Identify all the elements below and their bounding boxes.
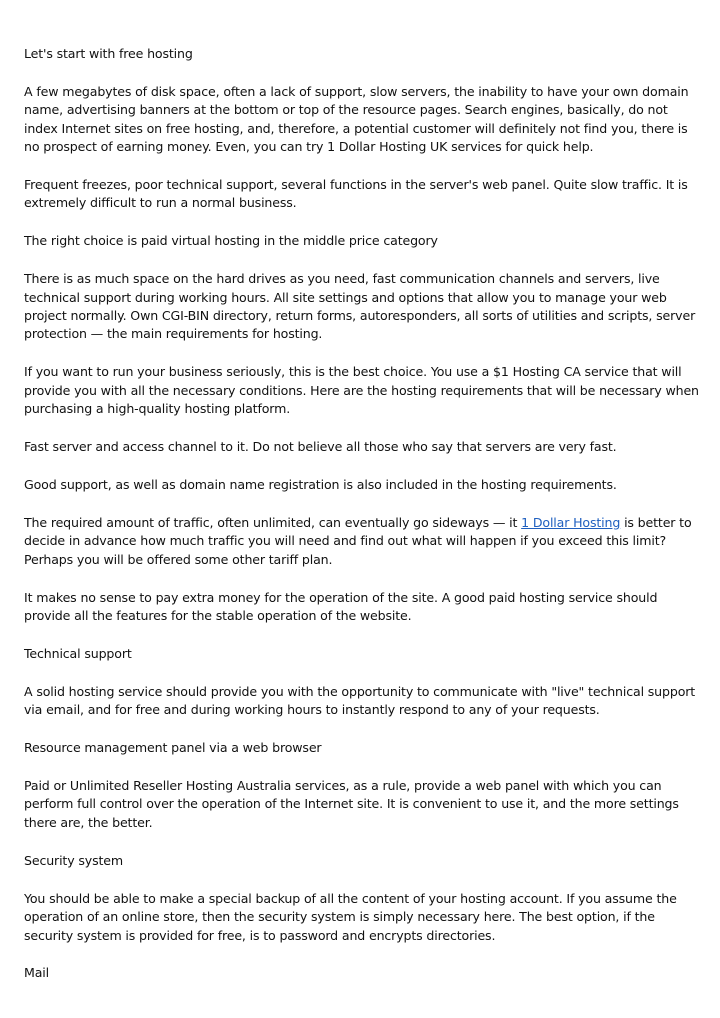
paragraph-freezes: Frequent freezes, poor technical support, several functions in the server's web panel. Quite slow traffic. It is extremely difficult to run a normal business. xyxy=(24,177,688,211)
heading-paid-hosting: The right choice is paid virtual hosting in the middle price category xyxy=(24,233,438,249)
traffic-text-before: The required amount of traffic, often unlimited, can eventually go sideways — it xyxy=(24,514,522,530)
paragraph-good-support: Good support, as well as domain name registration is also included in the hosting requirements. xyxy=(24,477,617,492)
paragraph-paid-hosting-features: There is as much space on the hard drives as you need, fast communication channels and servers, live technical support during working hours. All site settings and options that allow you to manage your web project normally. Own CGI-BIN directory, return forms, autoresponders, all sorts of utilities and scripts, server protection — the main requirements for hosting. xyxy=(24,271,696,342)
heading-technical-support: Technical support xyxy=(24,645,132,661)
heading-management-panel: Resource management panel via a web browser xyxy=(24,740,322,756)
heading-free-hosting: Let's start with free hosting xyxy=(24,46,193,61)
paragraph-fast-server: Fast server and access channel to it. Do not believe all those who say that servers are very fast. xyxy=(24,439,617,455)
traffic-text-after: is better to decide in advance how much traffic you will need and find out what will happen if you exceed this limit? Perhaps you will be offered some other tariff plan. xyxy=(24,514,692,567)
paragraph-technical-support: A solid hosting service should provide you with the opportunity to communicate with "live" technical support via email, and for free and during working hours to instantly respond to any of your requests. xyxy=(24,683,696,718)
heading-mail: Mail xyxy=(24,965,49,981)
paragraph-management-panel: Paid or Unlimited Reseller Hosting Australia services, as a rule, provide a web panel with which you can perform full control over the operation of the Internet site. It is convenient to use it, and the more settings there are, the better. xyxy=(24,778,679,830)
paragraph-business-choice: If you want to run your business seriously, this is the best choice. You use a $1 Hosting CA service that will provide you with all the necessary conditions. Here are the hosting requirements that will be necessary when purchasing a high-quality hosting platform. xyxy=(24,364,699,417)
paragraph-free-hosting-drawbacks: A few megabytes of disk space, often a lack of support, slow servers, the inability to have your own domain name, advertising banners at the bottom or top of the resource pages. Search engines, basically, do not index Internet sites on free hosting, and, therefore, a potential customer will definitely not find you, there is no prospect of earning money. Even, you can try 1 Dollar Hosting UK services for quick help. xyxy=(24,83,689,155)
heading-security-system: Security system xyxy=(24,852,123,868)
paragraph-traffic xyxy=(24,514,700,569)
dollar-hosting-link[interactable]: 1 Dollar Hosting xyxy=(521,514,621,530)
paragraph-extra-money: It makes no sense to pay extra money for the operation of the site. A good paid hosting service should provide all the features for the stable operation of the website. xyxy=(24,589,658,624)
paragraph-security-system: You should be able to make a special backup of all the content of your hosting account. If you assume the operation of an online store, then the security system is simply necessary here. The best option, if the security system is provided for free, is to password and encrypts directories. xyxy=(24,890,677,943)
document-body xyxy=(24,45,700,1002)
